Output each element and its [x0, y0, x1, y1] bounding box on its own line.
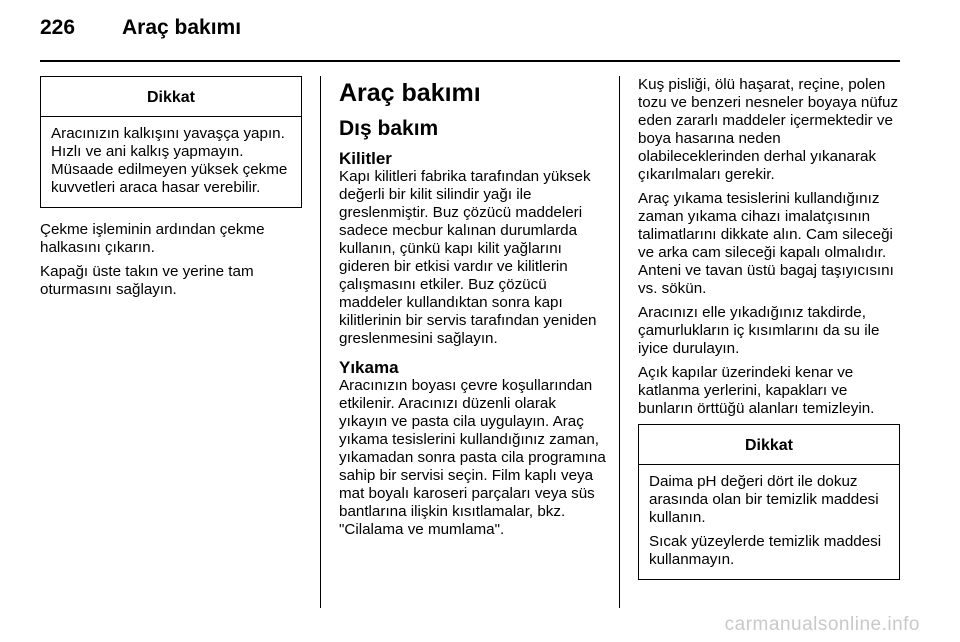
caution-notice — [638, 424, 900, 580]
page-header — [40, 16, 920, 50]
locks-paragraph: Kapı kilitleri fabrika tarafından yüksek değerli bir kilit silindir yağı ile greslenmiştir. Buz çözücü maddeleri sadece mecbur kalınan durumlarda kullanın, çünkü kapı kilit yağlarını gideren bir etkisi vardır ve kilitlerin çalışmasını etkiler. Buz çözücü maddeler kullandıktan sonra kapı kilitlerinin bir servis tarafından yeniden greslenmesini sağlayın. — [339, 168, 597, 347]
column-1 — [40, 76, 302, 305]
header-rule — [40, 60, 900, 62]
page-title: Araç bakımı — [122, 16, 242, 39]
column-2 — [339, 76, 607, 545]
notice-text: Aracınızın kalkışını yavaşça yapın. Hızlı ve ani kalkış yapmayın. Müsaade edilmeyen yüksek çekme kuvvetleri araca hasar verebilir. — [51, 125, 288, 196]
notice-title: Dikkat — [41, 77, 301, 117]
paragraph: Aracınızı elle yıkadığınız takdirde, çamurlukların iç kısımlarını da su ile iyice durulayın. — [638, 304, 880, 357]
chapter-heading: Araç bakımı — [339, 79, 481, 107]
column-3 — [638, 76, 900, 580]
paragraph: Kuş pisliği, ölü haşarat, reçine, polen tozu ve benzeri nesneler boyaya nüfuz eden zararlı maddeler içermektedir ve boya hasarına neden olabileceklerinden derhal yıkanarak çıkarılmaları gerekir. — [638, 76, 899, 183]
notice-text: Sıcak yüzeylerde temizlik maddesi kullanmayın. — [649, 533, 882, 568]
watermark: carmanualsonline.info — [724, 614, 920, 635]
washing-paragraph: Aracınızın boyası çevre koşullarından etkilenir. Aracınızı düzenli olarak yıkayın ve pasta cila uygulayın. Araç yıkama tesislerini kullandığınız zaman, yıkamadan sonra pasta cila programına sahip bir servisi seçin. Film kaplı veya mat boyalı karoseri parçaları veya süs bantlarına ilişkin kısıtlamalar, bkz. "Cilalama ve mumlama". — [339, 377, 606, 538]
column-divider — [619, 76, 620, 608]
column-divider — [320, 76, 321, 608]
column-1-text — [40, 221, 302, 299]
notice-body — [41, 117, 301, 207]
page-number: 226 — [40, 16, 76, 39]
subsection-heading-locks: Kilitler — [339, 149, 392, 168]
section-heading: Dış bakım — [339, 117, 439, 140]
paragraph: Kapağı üste takın ve yerine tam oturmasını sağlayın. — [40, 263, 254, 298]
notice-title: Dikkat — [639, 425, 899, 465]
paragraph: Çekme işleminin ardından çekme halkasını çıkarın. — [40, 221, 265, 256]
warning-notice — [40, 76, 302, 208]
subsection-heading-washing: Yıkama — [339, 358, 399, 377]
notice-text: Daima pH değeri dört ile dokuz arasında olan bir temizlik maddesi kullanın. — [649, 473, 879, 526]
paragraph: Araç yıkama tesislerini kullandığınız zaman yıkama cihazı imalatçısının talimatlarını dikkate alın. Cam sileceği ve arka cam sileceği kapalı olmalıdır. Anteni ve tavan üstü bagaj taşıyıcısını vs. sökün. — [638, 190, 894, 297]
notice-body — [639, 465, 899, 579]
paragraph: Açık kapılar üzerindeki kenar ve katlanma yerlerini, kapakları ve bunların örttüğü alanları temizleyin. — [638, 364, 875, 417]
